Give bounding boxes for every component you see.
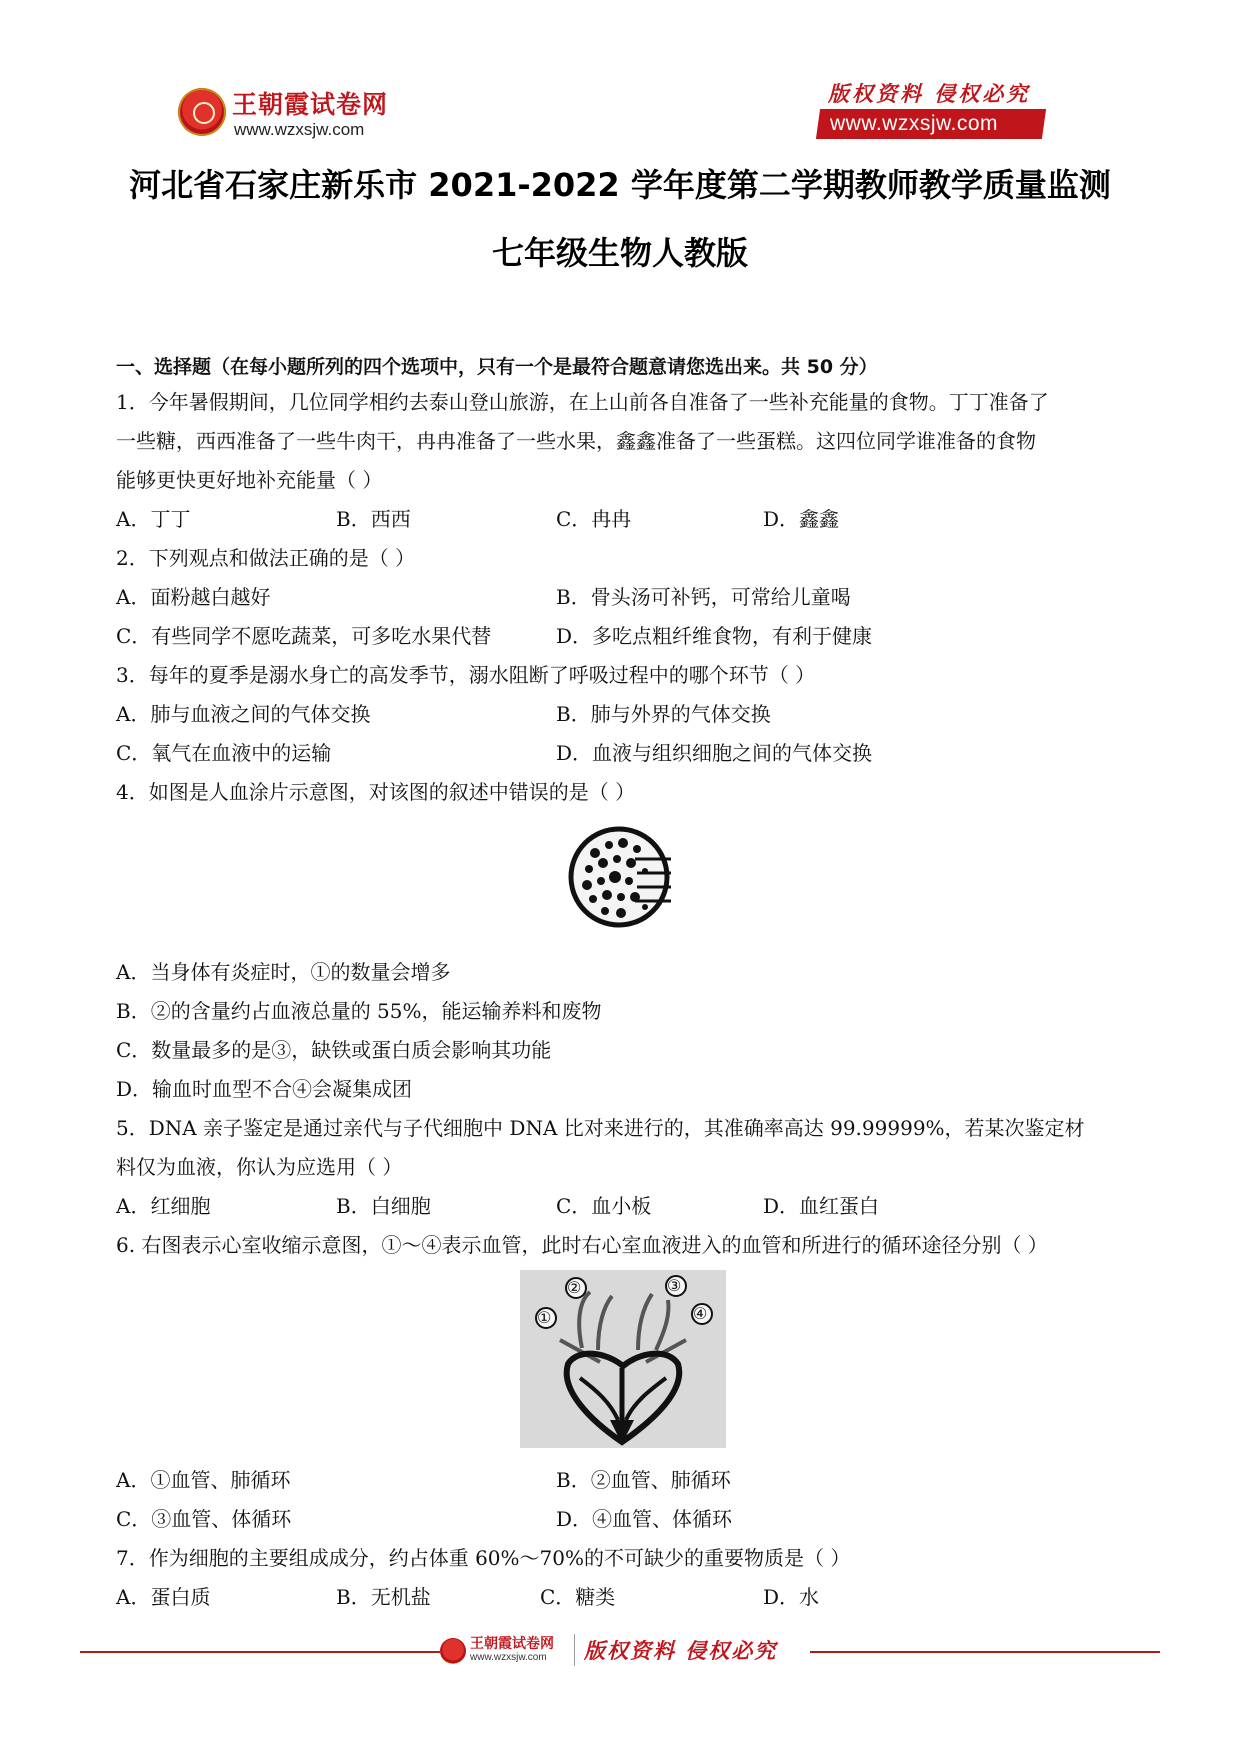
q5-option-d: D．血红蛋白 (763, 1194, 880, 1218)
site-url: www.wzxsjw.com (830, 112, 999, 135)
q5-option-a: A．红细胞 (116, 1194, 211, 1218)
q5-option-b: B．白细胞 (336, 1194, 431, 1218)
exam-title: 河北省石家庄新乐市 2021-2022 学年度第二学期教师教学质量监测 (129, 166, 1111, 204)
q2-option-a: A．面粉越白越好 (116, 585, 271, 609)
q5-stem-line2: 料仅为血液，你认为应选用（ ） (116, 1155, 403, 1179)
footer-seal-icon (440, 1638, 466, 1664)
copyright-brand (810, 78, 1060, 140)
q3-stem: 3．每年的夏季是溺水身亡的高发季节，溺水阻断了呼吸过程中的哪个环节（ ） (116, 663, 816, 687)
q7-option-d: D．水 (763, 1585, 820, 1609)
q3-option-d: D．血液与组织细胞之间的气体交换 (556, 741, 873, 765)
exam-subtitle: 七年级生物人教版 (491, 234, 748, 272)
q6-option-b: B．②血管、肺循环 (556, 1468, 731, 1492)
heart-label-1: ① (537, 1308, 552, 1327)
logo-name: 王朝霞试卷网 (232, 90, 389, 119)
q2-option-d: D．多吃点粗纤维食物，有利于健康 (556, 624, 873, 648)
footer-site-name: 王朝霞试卷网 (470, 1636, 554, 1652)
q7-option-c: C．糖类 (540, 1585, 616, 1609)
q4-stem: 4．如图是人血涂片示意图，对该图的叙述中错误的是（ ） (116, 780, 636, 804)
q1-stem-line1: 1．今年暑假期间，几位同学相约去泰山登山旅游，在上山前各自准备了一些补充能量的食物。丁丁准备了 (116, 390, 1049, 414)
q1-option-c: C．冉冉 (556, 507, 632, 531)
heart-label-4: ④ (693, 1304, 708, 1323)
footer-separator (574, 1634, 575, 1666)
q1-option-d: D．鑫鑫 (763, 507, 840, 531)
q7-option-b: B．无机盐 (336, 1585, 431, 1609)
logo-url: www.wzxsjw.com (234, 120, 365, 139)
q4-option-b: B．②的含量约占血液总量的 55%，能运输养料和废物 (116, 999, 602, 1023)
copyright-slogan: 版权资料 侵权必究 (828, 81, 1031, 106)
q6-option-d: D．④血管、体循环 (556, 1507, 733, 1531)
q2-option-c: C．有些同学不愿吃蔬菜，可多吃水果代替 (116, 624, 492, 648)
q2-option-b: B．骨头汤可补钙，可常给儿童喝 (556, 585, 851, 609)
q1-stem-line3: 能够更快更好地补充能量（ ） (116, 468, 383, 492)
footer-divider-left (80, 1651, 440, 1653)
q7-stem: 7．作为细胞的主要组成成分，约占体重 60%～70%的不可缺少的重要物质是（ ） (116, 1546, 851, 1570)
heart-label-2: ② (567, 1278, 582, 1297)
q3-option-c: C．氧气在血液中的运输 (116, 741, 332, 765)
site-logo (178, 80, 418, 146)
heart-diagram-figure (520, 1270, 726, 1448)
footer-divider-right (810, 1651, 1160, 1653)
q4-option-c: C．数量最多的是③，缺铁或蛋白质会影响其功能 (116, 1038, 552, 1062)
q6-stem: 6. 右图表示心室收缩示意图，①～④表示血管，此时右心室血液进入的血管和所进行的循环途径分别（ ） (116, 1233, 1048, 1257)
heart-drawing (520, 1270, 726, 1448)
q4-option-d: D．输血时血型不合④会凝集成团 (116, 1077, 413, 1101)
footer-site-url: www.wzxsjw.com (470, 1652, 547, 1663)
blood-smear-figure (565, 815, 675, 935)
q3-option-a: A．肺与血液之间的气体交换 (116, 702, 371, 726)
q6-option-a: A．①血管、肺循环 (116, 1468, 291, 1492)
q1-option-a: A．丁丁 (116, 507, 191, 531)
heart-label-3: ③ (667, 1276, 682, 1295)
q4-option-a: A．当身体有炎症时，①的数量会增多 (116, 960, 451, 984)
q2-stem: 2．下列观点和做法正确的是（ ） (116, 546, 416, 570)
q3-option-b: B．肺与外界的气体交换 (556, 702, 771, 726)
q7-option-a: A．蛋白质 (116, 1585, 211, 1609)
logo-seal-icon (178, 88, 226, 136)
section-heading: 一、选择题（在每小题所列的四个选项中，只有一个是最符合题意请您选出来。共 50 分） (116, 356, 878, 378)
q5-option-c: C．血小板 (556, 1194, 652, 1218)
q1-stem-line2: 一些糖，西西准备了一些牛肉干，冉冉准备了一些水果，鑫鑫准备了一些蛋糕。这四位同学谁准备的食物 (116, 429, 1036, 453)
q6-option-c: C．③血管、体循环 (116, 1507, 292, 1531)
footer-slogan: 版权资料 侵权必究 (584, 1638, 778, 1663)
q5-stem-line1: 5．DNA 亲子鉴定是通过亲代与子代细胞中 DNA 比对来进行的，其准确率高达 99.99999%，若某次鉴定材 (116, 1116, 1085, 1140)
q1-option-b: B．西西 (336, 507, 411, 531)
